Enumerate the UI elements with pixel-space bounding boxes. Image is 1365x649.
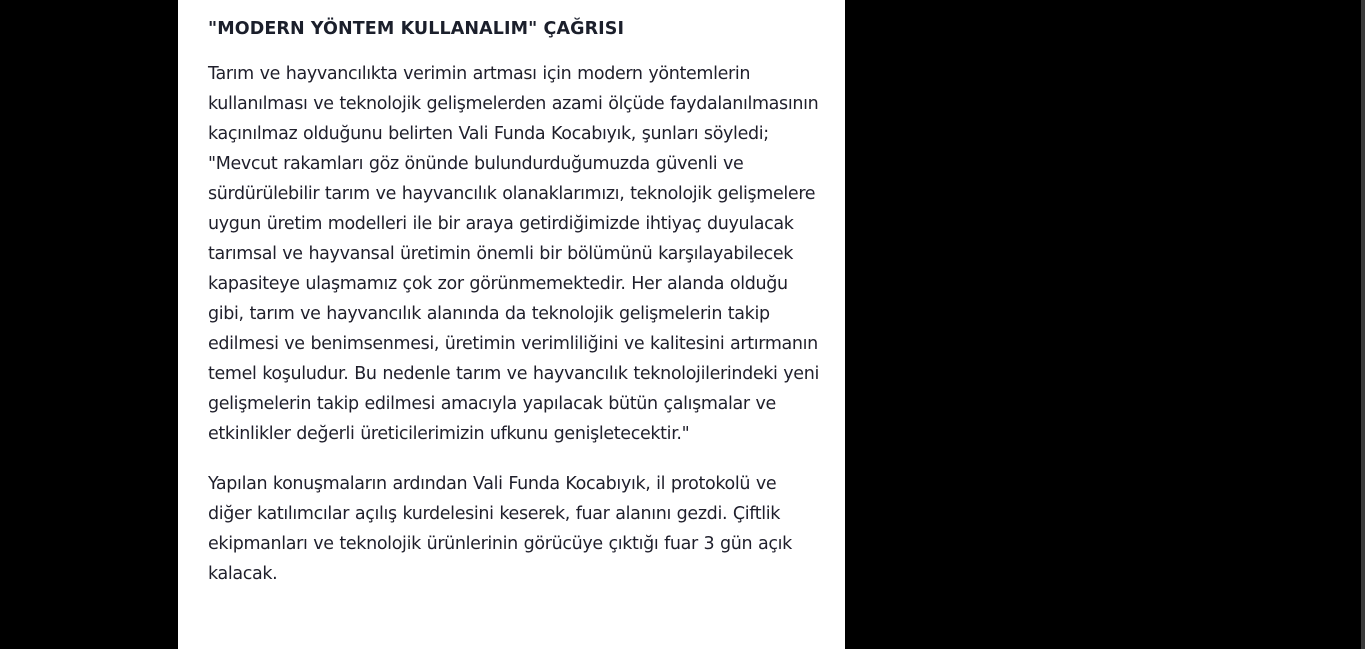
paragraph-fair-opening: Yapılan konuşmaların ardından Vali Funda Kocabıyık, il protokolü ve diğer katılımcılar açılış kurdelesini keserek, fuar alanını gezdi. Çiftlik ekipmanları ve teknolojik ürünlerinin görücüye çıktığı fuar 3 gün açık kalacak. — [208, 474, 792, 584]
section-heading: "MODERN YÖNTEM KULLANALIM" ÇAĞRISI — [208, 19, 625, 39]
previous-paragraph-tail — [208, 0, 820, 4]
paragraph-governor-quote: Tarım ve hayvancılıkta verimin artması için modern yöntemlerin kullanılması ve teknolojik gelişmelerden azami ölçüde faydalanılmasının kaçınılmaz olduğunu belirten Vali Funda Kocabıyık, şunları söyledi; "Mevcut rakamları göz önünde bulundurduğumuzda güvenli ve sürdürülebilir tarım ve hayvancılık olanaklarımızı, teknolojik gelişmelere uygun üretim modelleri ile bir araya getirdiğimizde ihtiyaç duyulacak tarımsal ve hayvansal üretimin önemli bir bölümünü karşılayabilecek kapasiteye ulaşmamız çok zor görünmemektedir. Her alanda olduğu gibi, tarım ve hayvancılık alanında da teknolojik gelişmelerin takip edilmesi ve benimsenmesi, üretimin verimliliğini ve kalitesini artırmanın temel koşuludur. Bu nedenle tarım ve hayvancılık teknolojilerindeki yeni gelişmelerin takip edilmesi amacıyla yapılacak bütün çalışmalar ve etkinlikler değerli üreticilerimizin ufkunu genişletecektir." — [208, 64, 819, 444]
article-content — [208, 0, 820, 609]
window-scrollbar[interactable] — [1361, 0, 1365, 649]
article-body — [178, 0, 845, 649]
